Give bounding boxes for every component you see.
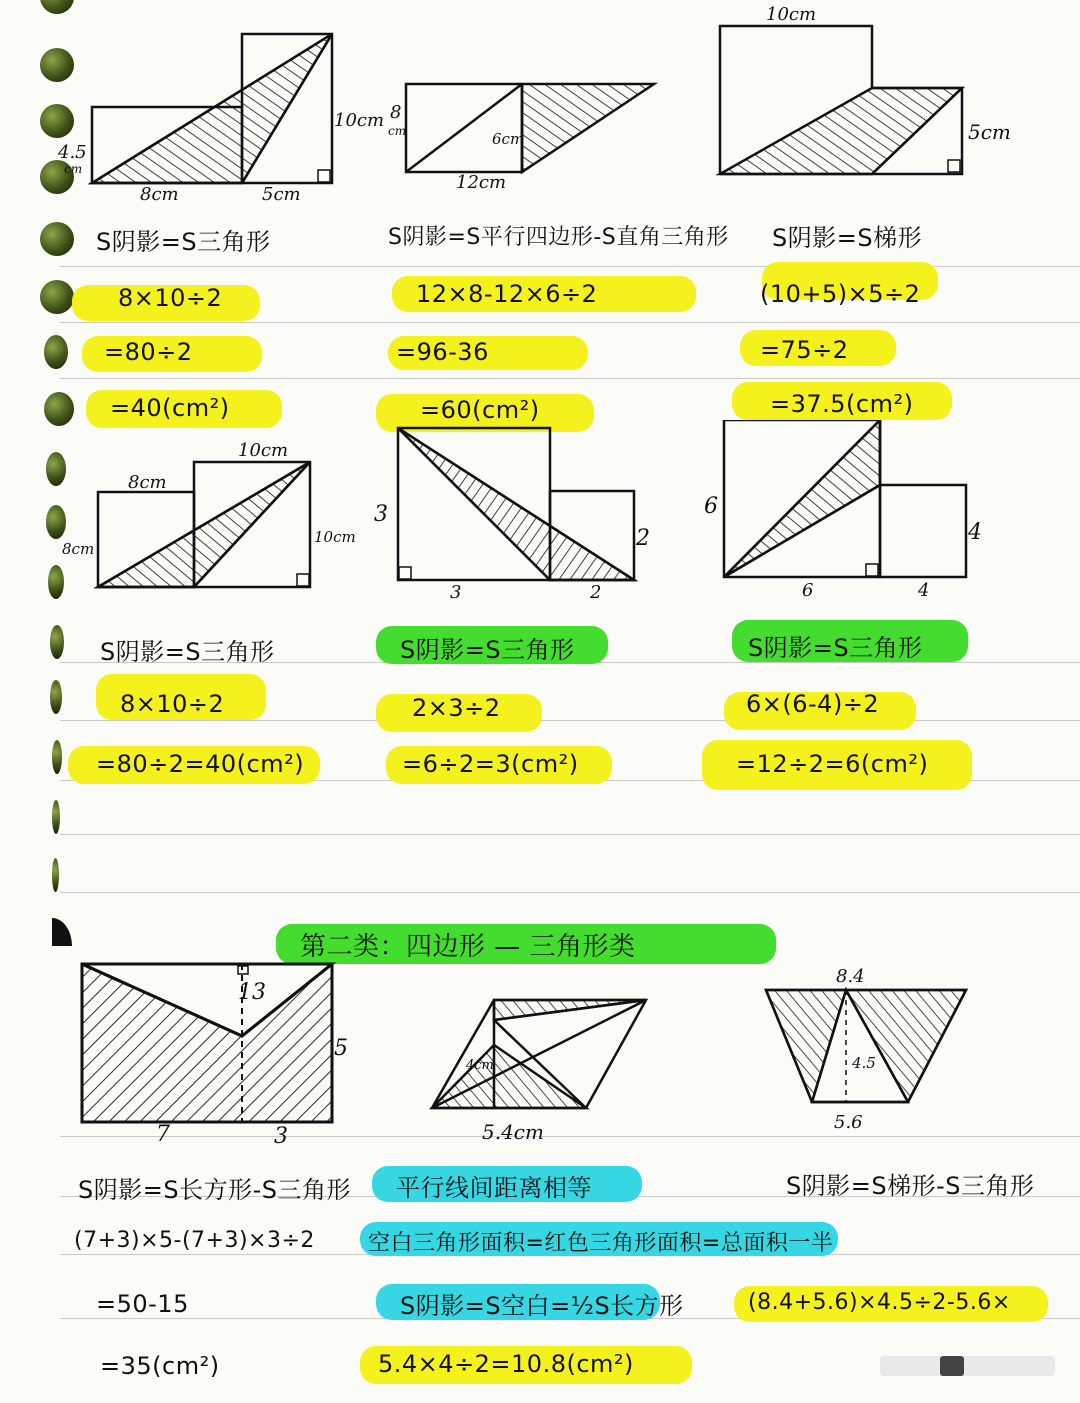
label-10cm: 10cm: [238, 440, 289, 461]
calc-line: =12÷2=6(cm²): [736, 750, 929, 778]
label-10cm: 10cm: [314, 528, 356, 546]
label-8cm: 8cm: [62, 540, 95, 558]
calc-line: =35(cm²): [100, 1352, 220, 1380]
label-4.5: 4.5: [852, 1054, 876, 1072]
label-2: 2: [636, 526, 650, 551]
note-text: 空白三角形面积=红色三角形面积=总面积一半: [368, 1231, 834, 1256]
calc-line: 5.4×4÷2=10.8(cm²): [378, 1350, 634, 1378]
label-2: 2: [590, 582, 602, 603]
binder-hole: [52, 800, 60, 834]
binder-hole: [50, 625, 64, 659]
calc-line: =60(cm²): [420, 396, 540, 424]
label-5cm: 5cm: [262, 184, 301, 205]
label-6cm: 6cm: [492, 130, 525, 148]
calc-line: 12×8-12×6÷2: [416, 280, 598, 308]
calc-line: (10+5)×5÷2: [760, 280, 921, 308]
rule-text: 平行线间距离相等: [396, 1174, 592, 1202]
formula-text: S阴影=S三角形: [748, 634, 923, 662]
ruled-line: [60, 378, 1080, 379]
formula-text: S阴影=S三角形: [100, 638, 275, 666]
calc-line: =96-36: [396, 338, 489, 366]
binder-hole: [52, 858, 59, 892]
calc-line: =6÷2=3(cm²): [402, 750, 579, 778]
section-title: 第二类：四边形 — 三角形类: [300, 932, 636, 962]
formula-text: S阴影=S梯形: [772, 224, 923, 252]
label-7: 7: [156, 1122, 170, 1147]
figure-2: [406, 84, 654, 172]
scrollbar-thumb[interactable]: [940, 1356, 964, 1376]
label-cm: cm: [388, 124, 407, 138]
ruled-line: [60, 892, 1080, 893]
ruled-line: [60, 720, 1080, 721]
row3-figures: [0, 950, 1080, 1140]
label-4.5: 4.5: [58, 142, 87, 163]
binder-hole: [52, 918, 72, 946]
figure-9: [766, 990, 966, 1102]
label-5.6: 5.6: [834, 1112, 863, 1133]
calc-line: 6×(6-4)÷2: [746, 690, 880, 718]
figure-8: [432, 1000, 646, 1108]
horizontal-scrollbar[interactable]: [880, 1356, 1055, 1376]
label-3: 3: [450, 582, 462, 603]
formula-text: S阴影=S梯形-S三角形: [786, 1172, 1035, 1200]
binder-hole: [40, 280, 74, 314]
label-6: 6: [802, 580, 814, 601]
calc-line: 8×10÷2: [120, 690, 225, 718]
figure-3: [720, 26, 962, 174]
calc-line: =40(cm²): [110, 394, 230, 422]
calc-line: =80÷2=40(cm²): [96, 750, 305, 778]
binder-hole: [52, 740, 62, 774]
binder-hole: [50, 680, 62, 714]
calc-line: =75÷2: [760, 336, 849, 364]
figure-5: [398, 428, 634, 580]
formula-text: S阴影=S三角形: [400, 636, 575, 664]
calc-line: 8×10÷2: [118, 284, 223, 312]
label-5: 5: [334, 1036, 348, 1061]
label-4: 4: [968, 520, 982, 545]
label-10cm: 10cm: [766, 4, 817, 25]
label-6: 6: [704, 494, 718, 519]
formula-text: S阴影=S三角形: [96, 228, 271, 256]
label-4cm: 4cm: [466, 1058, 494, 1073]
calc-line: 2×3÷2: [412, 694, 501, 722]
formula-text: S阴影=S空白=½S长方形: [400, 1292, 684, 1320]
row1-figures: [0, 0, 1080, 210]
label-8: 8: [390, 102, 402, 123]
formula-text: S阴影=S长方形-S三角形: [78, 1176, 351, 1204]
label-cm: cm: [64, 162, 83, 176]
label-10cm: 10cm: [334, 110, 385, 131]
label-5cm: 5cm: [968, 120, 1011, 144]
label-4: 4: [918, 580, 930, 601]
label-8cm: 8cm: [140, 184, 179, 205]
label-8.4: 8.4: [836, 966, 865, 987]
figure-7: [82, 964, 332, 1122]
label-3: 3: [374, 502, 388, 527]
figure-1: [92, 34, 332, 183]
label-8cm: 8cm: [128, 472, 167, 493]
calc-line: (8.4+5.6)×4.5÷2-5.6×: [748, 1290, 1011, 1315]
calc-line: =80÷2: [104, 338, 193, 366]
ruled-line: [60, 322, 1080, 323]
formula-text: S阴影=S平行四边形-S直角三角形: [388, 225, 729, 250]
label-3: 3: [274, 1124, 288, 1149]
label-5.4cm: 5.4cm: [482, 1120, 544, 1144]
calc-line: (7+3)×5-(7+3)×3÷2: [74, 1228, 315, 1253]
label-13: 13: [238, 980, 266, 1005]
ruled-line: [60, 834, 1080, 835]
label-12cm: 12cm: [456, 172, 507, 193]
calc-line: =50-15: [96, 1290, 189, 1318]
binder-hole: [40, 222, 74, 256]
calc-line: =37.5(cm²): [770, 390, 914, 418]
figure-6: [724, 420, 966, 577]
binder-hole: [44, 335, 68, 369]
